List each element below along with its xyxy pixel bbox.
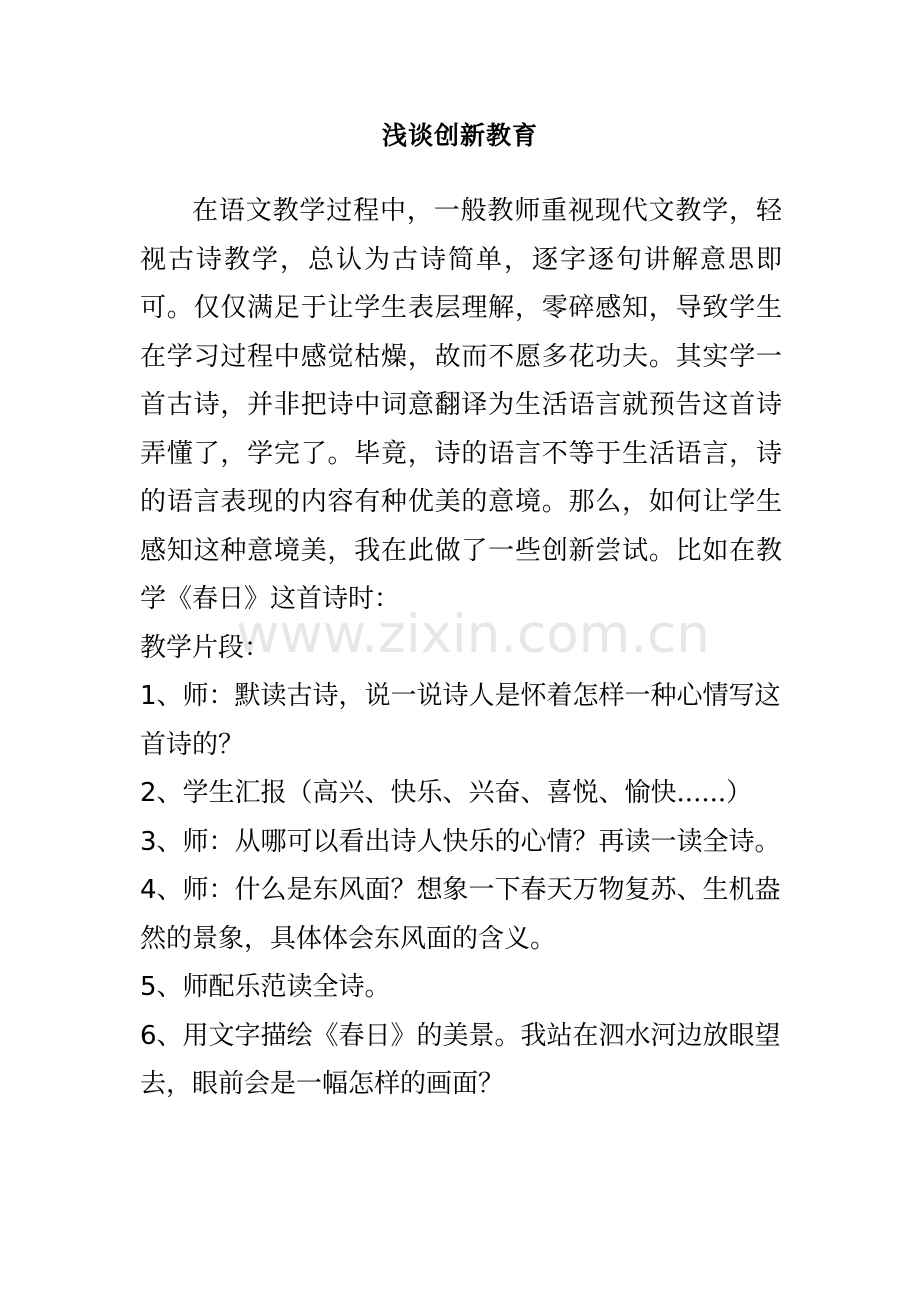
list-item-text: 、师：默读古诗，说一说诗人是怀着怎样一种心情写这首诗的？	[140, 681, 781, 760]
section-label: 教学片段：	[140, 632, 271, 663]
list-item-number: 2	[140, 778, 157, 808]
list-item-number: 1	[140, 681, 157, 711]
list-item	[140, 672, 782, 769]
list-item-number: 4	[140, 875, 157, 905]
list-item-text: 、师：从哪可以看出诗人快乐的心情？再读一读全诗。	[156, 826, 781, 857]
watermark: www.zixin.com.cn	[236, 604, 710, 665]
list-item-number: 3	[140, 826, 157, 857]
list-item-text: 、师配乐范读全诗。	[156, 972, 391, 1002]
list-item	[140, 866, 782, 963]
list-item	[140, 1012, 782, 1109]
list-item	[140, 963, 782, 1012]
list-item	[140, 769, 782, 818]
list-item-text: 、用文字描绘《春日》的美景。我站在泗水河边放眼望去，眼前会是一幅怎样的画面？	[140, 1020, 781, 1099]
list-item-text: 、师：什么是东风面？想象一下春天万物复苏、生机盎然的景象，具体体会东风面的含义。	[140, 875, 781, 954]
list-item	[140, 818, 782, 867]
list-item-text: 、学生汇报（高兴、快乐、兴奋、喜悦、愉快......）	[156, 778, 753, 808]
document-body	[140, 187, 782, 1109]
list-item-number: 6	[140, 1020, 157, 1051]
intro-paragraph: 在语文教学过程中，一般教师重视现代文教学，轻视古诗教学，总认为古诗简单，逐字逐句讲解意思即可。仅仅满足于让学生表层理解，零碎感知，导致学生在学习过程中感觉枯燥，故而不愿多花功夫。其实学一首古诗，并非把诗中词意翻译为生活语言就预告这首诗弄懂了，学完了。毕竟，诗的语言不等于生活语言，诗的语言表现的内容有种优美的意境。那么，如何让学生感知这种意境美，我在此做了一些创新尝试。比如在教学《春日》这首诗时：	[140, 196, 782, 614]
list-item-number: 5	[140, 972, 157, 1002]
document-title: 浅谈创新教育	[381, 121, 538, 150]
